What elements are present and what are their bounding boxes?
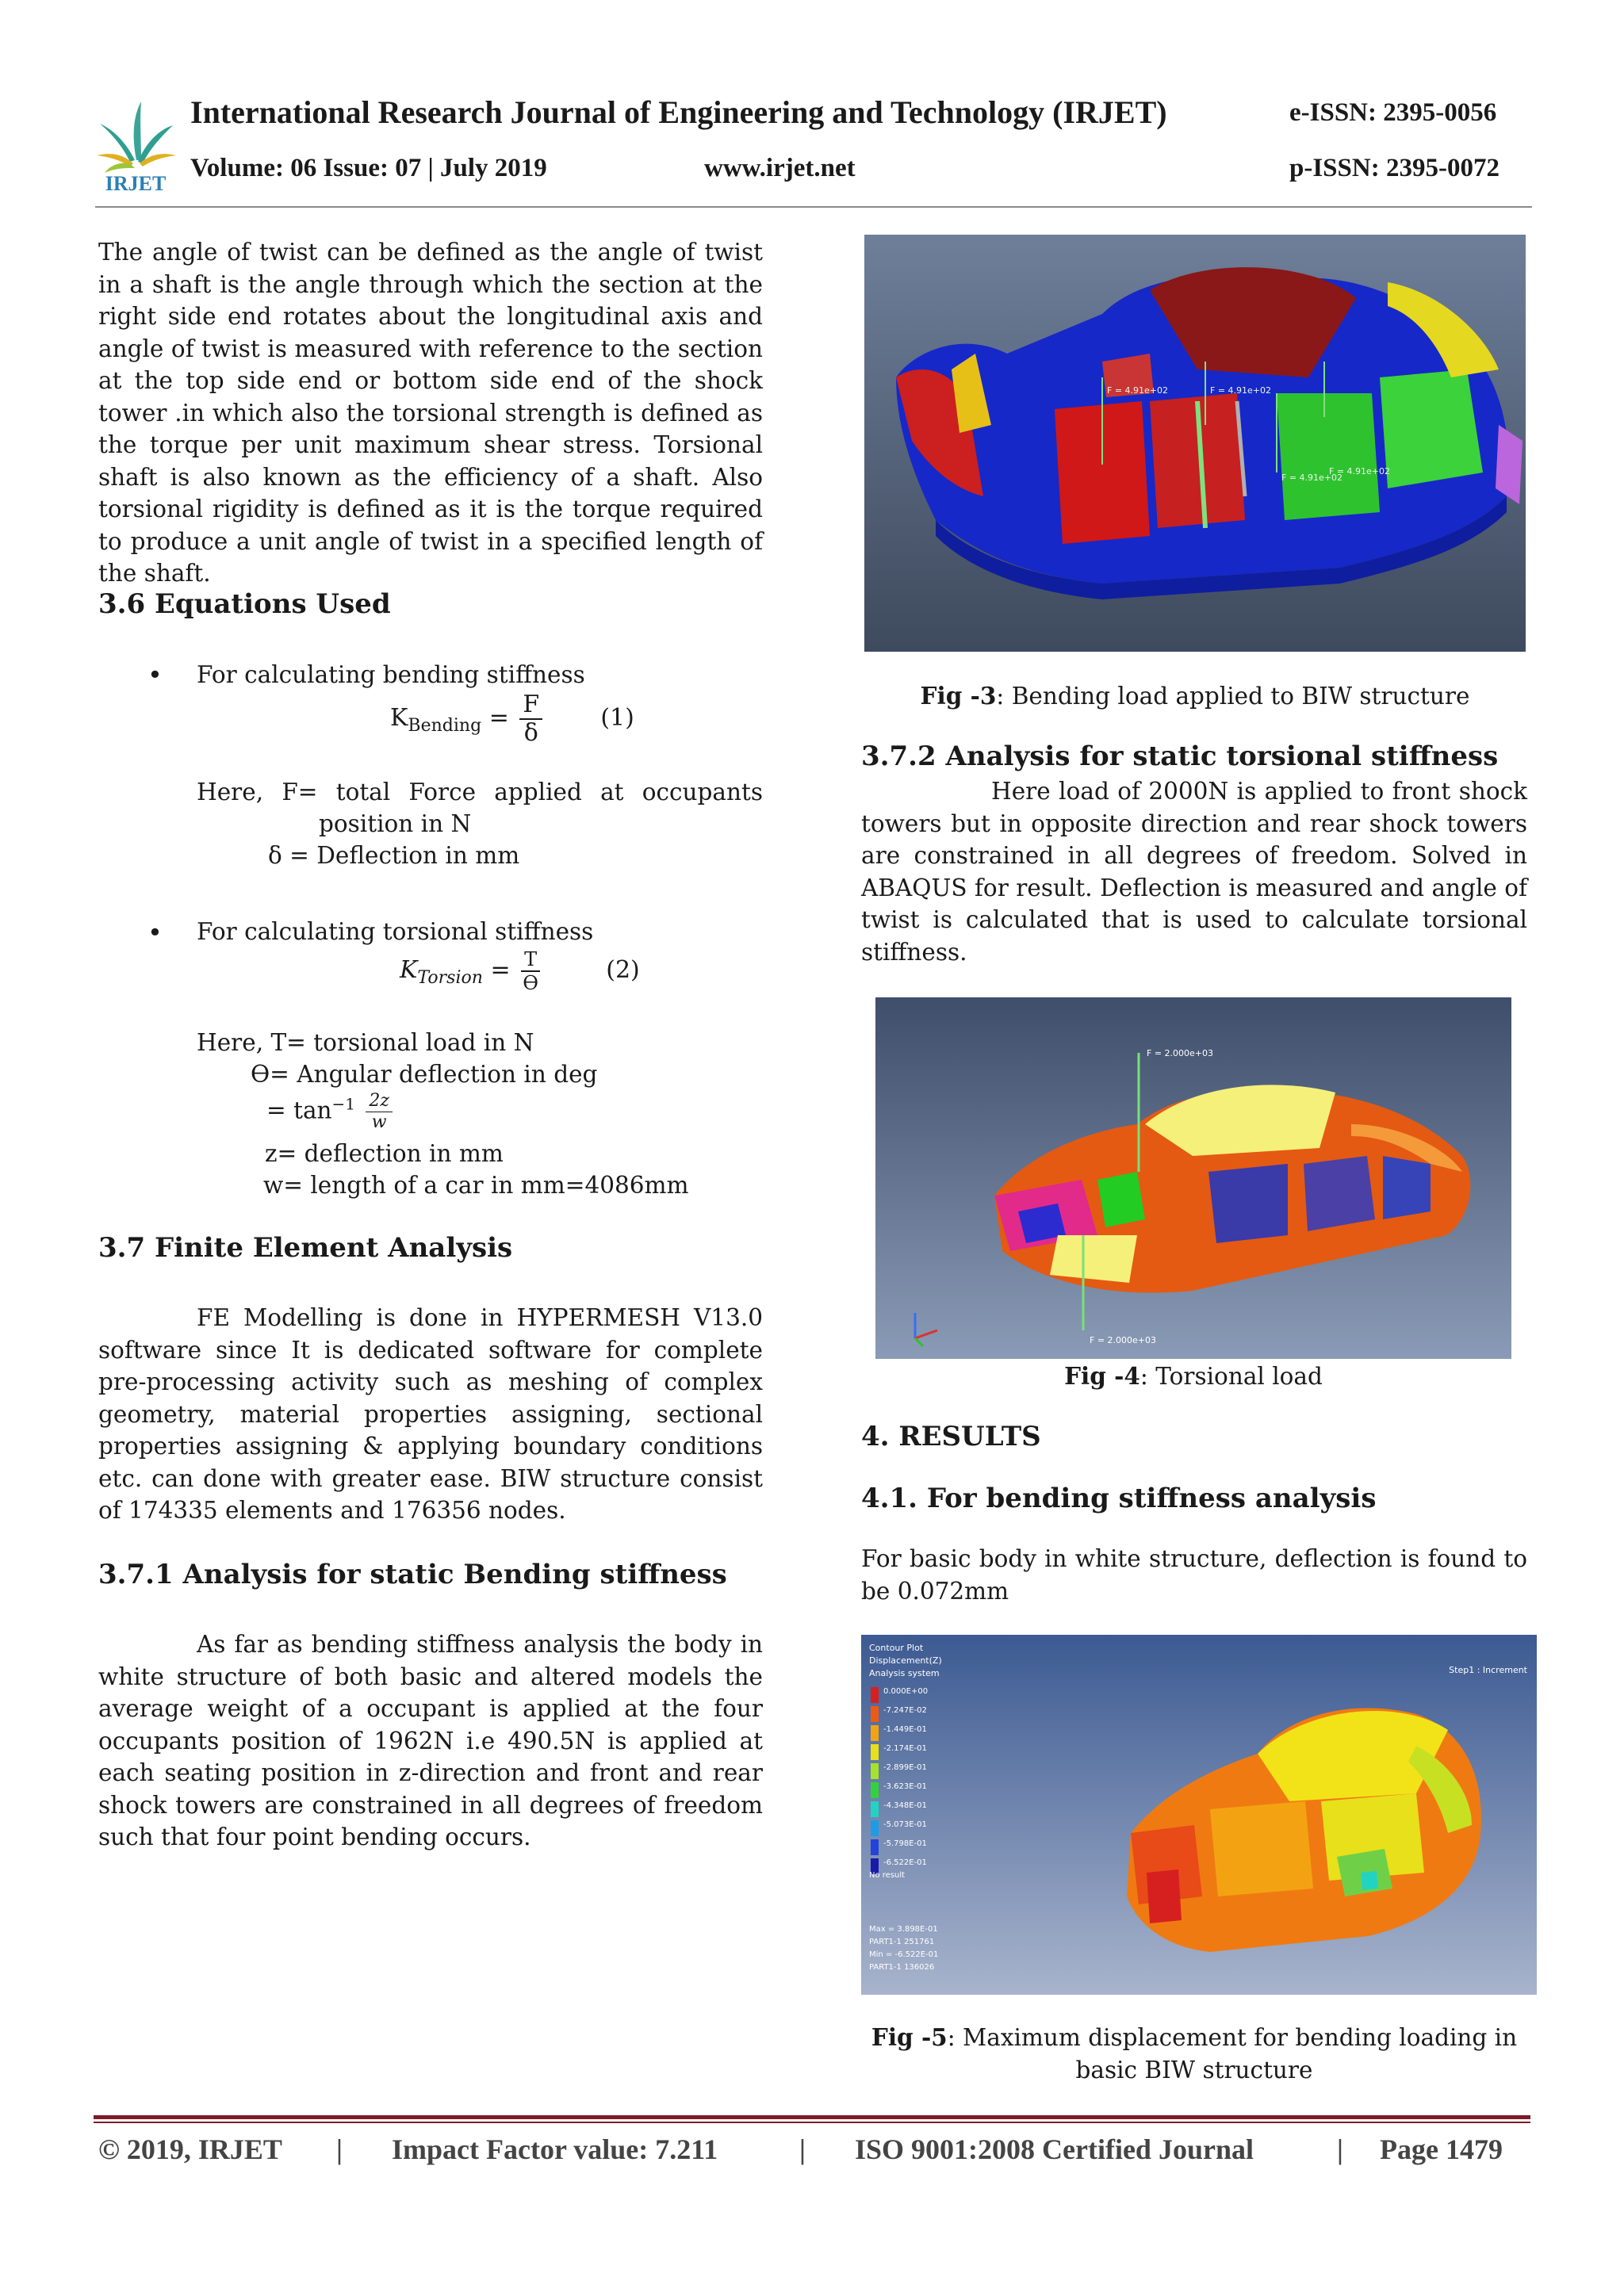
bullet-bending-text: For calculating bending stiffness [197, 661, 585, 688]
fig5-legend-value: -5.073E-01 [883, 1820, 927, 1829]
figure-5-displacement-contour-image [861, 1635, 1537, 1995]
fig5-legend-swatch [871, 1725, 879, 1741]
fig5-legend-value: -1.449E-01 [883, 1725, 927, 1734]
figure-3-caption: Fig -3: Bending load applied to BIW structure [920, 682, 1470, 710]
fig5-legend-title: Contour Plot [869, 1643, 924, 1653]
fig5-legend-value: -5.798E-01 [883, 1839, 927, 1848]
fig5-no-result: No result [869, 1871, 906, 1880]
header-rule [95, 206, 1532, 208]
fig5-max: Max = 3.898E-01 [869, 1925, 938, 1934]
torsional-analysis-paragraph: Here load of 2000N is applied to front shock towers but in opposite direction and rear shock towers are constrained in all degrees of freedom. Solved in ABAQUS for result. Deflection is measured and angle of twist is calculated that is used to calculate torsional stiffness. [861, 778, 1527, 966]
here-car-length: w= length of a car in mm=4086mm [263, 1172, 689, 1199]
fig5-legend-title: Analysis system [869, 1668, 940, 1678]
footer-page-number: Page 1479 [1380, 2133, 1503, 2165]
figure-5-caption: Fig -5: Maximum displacement for bending loading in basic BIW structure [871, 2023, 1518, 2084]
footer-separator: | [336, 2133, 343, 2165]
fig5-min-location: PART1-1 136026 [869, 1963, 935, 1972]
here-angular-deflection: Ɵ= Angular deflection in deg [251, 1061, 598, 1088]
fig5-legend-value: -6.522E-01 [883, 1858, 927, 1867]
fig4-force-label: F = 2.000e+03 [1090, 1335, 1157, 1345]
fig5-legend-swatch [871, 1687, 879, 1703]
fig5-legend-value: 0.000E+00 [883, 1687, 929, 1696]
section-3-7-2-heading: 3.7.2 Analysis for static torsional stiffness [861, 740, 1499, 772]
results-heading: 4. RESULTS [861, 1421, 1041, 1452]
fig3-force-label: F = 4.91e+02 [1107, 385, 1169, 396]
figure-4-caption: Fig -4: Torsional load [1064, 1362, 1323, 1390]
here-deflection: δ = Deflection in mm [268, 842, 520, 869]
equation-torsional-stiffness: $K_{Torsion}$ = $\frac{T}{Ɵ}$ (2) [400, 948, 640, 994]
bullet-torsional-text: For calculating torsional stiffness [197, 918, 594, 945]
footer-copyright: © 2019, IRJET [98, 2133, 282, 2165]
fig5-legend-swatch [871, 1744, 879, 1760]
fig5-legend-value: -4.348E-01 [883, 1801, 927, 1810]
intro-paragraph: The angle of twist can be defined as the angle of twist in a shaft is the angle through which the section at the right side end rotates about the longitudinal axis and angle of twist is measured with reference to the section at the top side end or bottom side end of the shock tower .in which also the torsional strength is defined as the torque per unit maximum shear stress. Torsional shaft is also known as the efficiency of a shaft. Also torsional rigidity is defined as it is the torque required to produce a unit angle of twist in a specified length of the shaft. [98, 239, 763, 587]
footer-separator: | [799, 2133, 806, 2165]
fig5-legend-swatch [871, 1706, 879, 1722]
footer-rule [94, 2115, 1530, 2119]
figure-4-torsional-load-image [875, 997, 1511, 1359]
fig5-legend-title: Displacement(Z) [869, 1655, 942, 1666]
here-torsional-load: Here, T= torsional load in N [197, 1029, 534, 1056]
fig3-force-label: F = 4.91e+02 [1281, 473, 1343, 483]
fe-modelling-paragraph: FE Modelling is done in HYPERMESH V13.0 software since It is dedicated software for complete pre-processing activity such as meshing of complex geometry, material properties assigning, sectional properties assigning & applying boundary conditions etc. can done with greater ease. BIW structure consist of 174335 elements and 176356 nodes. [98, 1304, 763, 1524]
bending-analysis-paragraph: As far as bending stiffness analysis the body in white structure of both basic and altered models the average weight of a occupant is applied at the four occupants position of 1962N i.e 490.5N is applied at each seating position in z-direction and front and rear shock towers are constrained in all degrees of freedom such that four point bending occurs. [98, 1631, 763, 1850]
fig5-step-label: Step1 : Increment [1449, 1665, 1527, 1675]
section-3-7-heading: 3.7 Finite Element Analysis [98, 1232, 513, 1264]
footer-impact-factor: Impact Factor value: 7.211 [392, 2133, 718, 2165]
fig5-legend-swatch [871, 1801, 879, 1817]
section-3-7-1-heading: 3.7.1 Analysis for static Bending stiffness [98, 1559, 727, 1590]
here-tan-formula: = $\tan^{-1}$ $\frac{2z}{w}$ [266, 1091, 396, 1133]
fig5-legend-swatch [871, 1763, 879, 1779]
here-total-force: Here, F= total Force applied at occupants [197, 779, 763, 806]
journal-website[interactable]: www.irjet.net [704, 154, 856, 182]
here-z-deflection: z= deflection in mm [265, 1140, 504, 1167]
fig5-legend-swatch [871, 1839, 879, 1855]
volume-issue: Volume: 06 Issue: 07 | July 2019 [190, 154, 547, 182]
footer-separator: | [1337, 2133, 1343, 2165]
figure-3-bending-load-image [864, 235, 1526, 652]
bullet-dot: • [147, 917, 163, 947]
equation-bending-stiffness: $K_{Bending}$ = $\frac{F}{\delta}$ (1) [390, 691, 634, 747]
fig5-max-location: PART1-1 251761 [869, 1938, 935, 1946]
here-position-in-n: position in N [319, 810, 472, 837]
fig5-legend-value: -3.623E-01 [883, 1782, 927, 1791]
e-issn: e-ISSN: 2395-0056 [1289, 98, 1497, 127]
section-3-6-heading: 3.6 Equations Used [98, 588, 391, 620]
footer-rule [94, 2122, 1530, 2123]
svg-text:IRJET: IRJET [105, 172, 167, 195]
fig5-legend-value: -7.247E-02 [883, 1706, 927, 1715]
p-issn: p-ISSN: 2395-0072 [1289, 154, 1500, 182]
fig3-force-label: F = 4.91e+02 [1210, 385, 1272, 396]
results-paragraph: For basic body in white structure, deflection is found to be 0.072mm [861, 1545, 1527, 1605]
fig5-legend-value: -2.174E-01 [883, 1744, 927, 1753]
fig5-legend-value: -2.899E-01 [883, 1763, 927, 1772]
fig4-force-label: F = 2.000e+03 [1147, 1048, 1214, 1058]
footer-iso: ISO 9001:2008 Certified Journal [855, 2133, 1254, 2165]
journal-title: International Research Journal of Engineering and Technology (IRJET) [190, 94, 1167, 130]
fig3-force-label: F = 4.91e+02 [1329, 466, 1391, 476]
fig5-min: Min = -6.522E-01 [869, 1950, 939, 1959]
fig5-legend-swatch [871, 1782, 879, 1798]
bullet-dot: • [147, 660, 163, 690]
journal-logo [94, 97, 178, 195]
section-4-1-heading: 4.1. For bending stiffness analysis [861, 1483, 1377, 1514]
fig5-legend-swatch [871, 1820, 879, 1836]
